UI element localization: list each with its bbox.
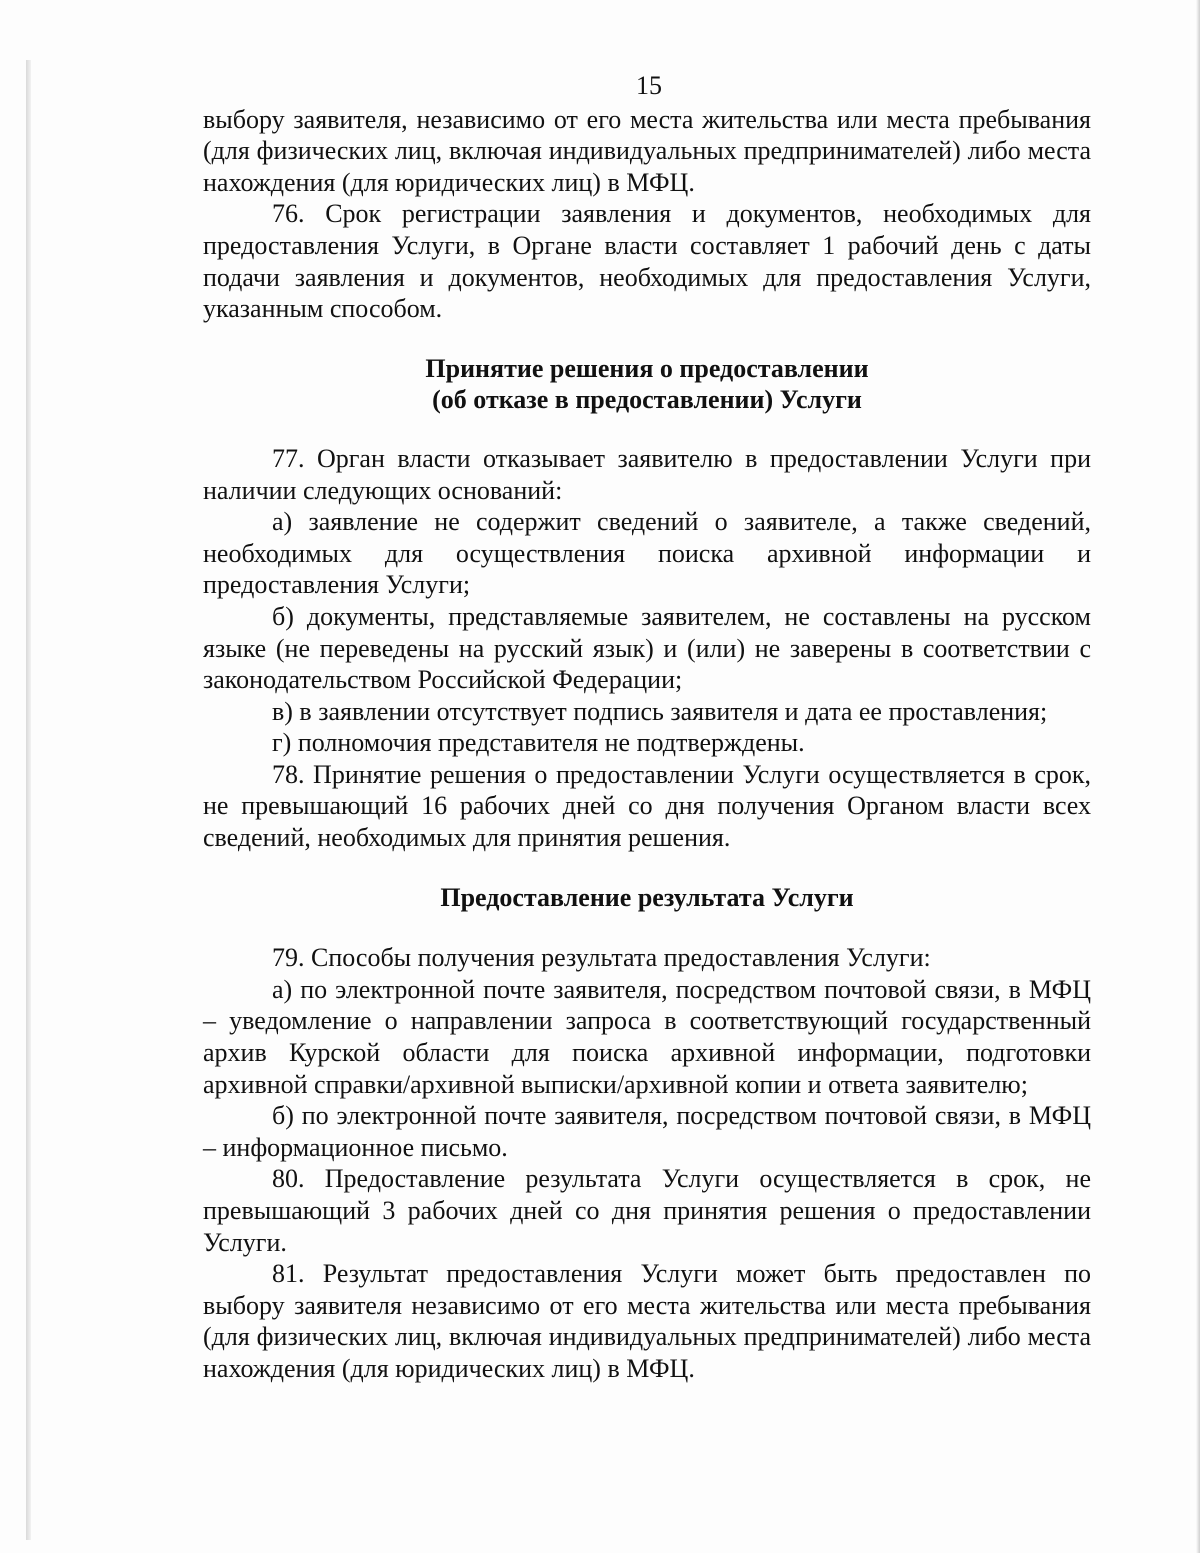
paragraph-77v: в) в заявлении отсутствует подпись заявителя и дата ее проставления;: [272, 696, 1048, 726]
paragraph-77g: г) полномочия представителя не подтверждены.: [272, 728, 805, 758]
paragraph-79b: б) по электронной почте заявителя, посредством почтовой связи, в МФЦ – информационное письмо.: [203, 1101, 1091, 1162]
paragraph-76: 76. Срок регистрации заявления и документов, необходимых для предоставления Услуги, в Органе власти составляет 1 рабочий день с даты подачи заявления и документов, необходимых для предоставления Услуги, указанным способом.: [203, 199, 1091, 324]
paragraph-80: 80. Предоставление результата Услуги осуществляется в срок, не превышающий 3 рабочих дней со дня принятия решения о предоставлении Услуги.: [203, 1164, 1091, 1257]
section-heading-result: Предоставление результата Услуги: [440, 882, 854, 912]
page-number: 15: [636, 71, 662, 100]
paragraph-81: 81. Результат предоставления Услуги может быть предоставлен по выбору заявителя независимо от его места жительства или места пребывания (для физических лиц, включая индивидуальных предпринимателей) либо места нахождения (для юридических лиц) в МФЦ.: [203, 1259, 1091, 1383]
section-heading-decision-line-1: Принятие решения о предоставлении: [425, 353, 869, 383]
paragraph-79a: а) по электронной почте заявителя, посредством почтовой связи, в МФЦ – уведомление о направлении запроса в соответствующий государственный архив Курской области для поиска архивной информации, подготовки архивной справки/архивной выписки/архивной копии и ответа заявителю;: [203, 974, 1091, 1099]
document-body: [203, 70, 1091, 1385]
paragraph-78: 78. Принятие решения о предоставлении Услуги осуществляется в срок, не превышающий 16 рабочих дней со дня получения Органом власти всех сведений, необходимых для принятия решения.: [203, 759, 1091, 853]
section-heading-decision: [203, 353, 1091, 416]
paragraph-79: 79. Способы получения результата предоставления Услуги:: [272, 943, 931, 973]
section-heading-decision-line-2: (об отказе в предоставлении) Услуги: [432, 385, 862, 415]
paragraph-77b: б) документы, представляемые заявителем, не составлены на русском языке (не переведены на русский язык) и (или) не заверены в соответствии с законодательством Российской Федерации;: [203, 601, 1091, 695]
paragraph-77a: а) заявление не содержит сведений о заявителе, а также сведений, необходимых для осуществления поиска архивной информации и предоставления Услуги;: [203, 507, 1091, 600]
scan-edge-right: [1196, 0, 1200, 1553]
paragraph-77: 77. Орган власти отказывает заявителю в предоставлении Услуги при наличии следующих оснований:: [203, 443, 1091, 505]
scan-edge-left: [26, 60, 31, 1540]
continuation-paragraph: выбору заявителя, независимо от его места жительства или места пребывания (для физических лиц, включая индивидуальных предпринимателей) либо места нахождения (для юридических лиц) в МФЦ.: [203, 104, 1091, 197]
